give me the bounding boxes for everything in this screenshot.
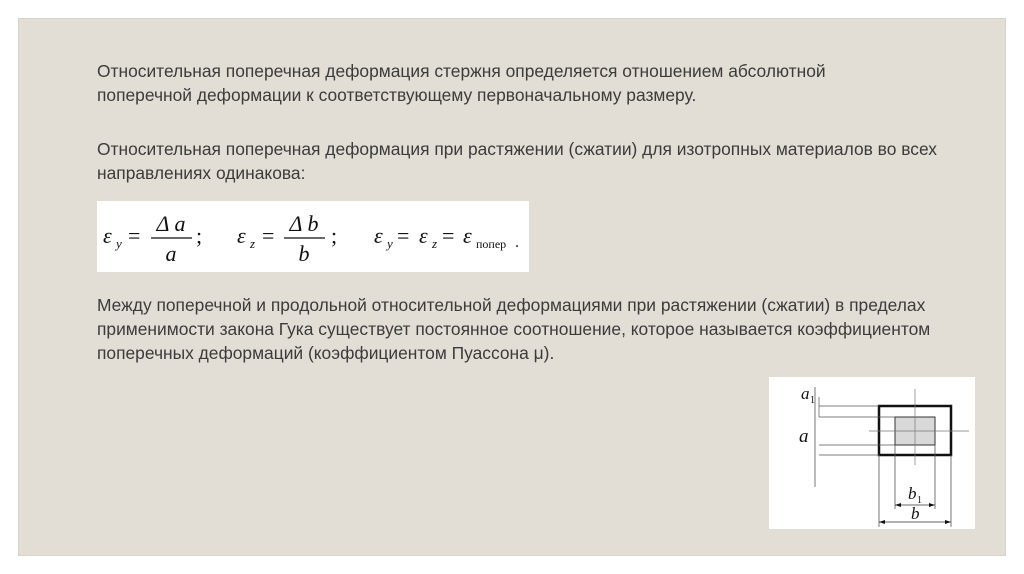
formula1-subscript: y: [116, 236, 122, 251]
formula3-subscript-z: z: [432, 236, 438, 251]
formula1-epsilon: ε: [103, 223, 112, 248]
formula1-denominator: a: [165, 241, 177, 266]
label-b: b: [911, 504, 920, 523]
formula2-numerator: Δ b: [289, 211, 319, 236]
formula3-epsilon-z: ε: [419, 223, 428, 248]
formula3-subscript-y: y: [387, 236, 393, 251]
slide: [18, 18, 1006, 556]
formula2-epsilon: ε: [237, 223, 246, 248]
formula2-equals: =: [262, 223, 275, 248]
formula2-subscript: z: [250, 236, 256, 251]
formula3-equals-1: =: [397, 223, 410, 248]
formula3-equals-2: =: [442, 223, 455, 248]
formula1-separator: ;: [196, 223, 203, 248]
formula3-period: .: [515, 234, 519, 251]
formula3-epsilon-transverse: ε: [463, 223, 472, 248]
label-a1: a: [801, 384, 810, 403]
label-a: a: [799, 426, 809, 447]
formula2-denominator: b: [298, 241, 310, 266]
paragraph-transverse-strain-definition: Относительная поперечная деформация стержня определяется отношением абсолютной поперечной деформации к соответствующему первоначальному размеру.: [97, 61, 826, 105]
label-a1-subscript: 1: [810, 395, 815, 406]
deformation-diagram: [769, 377, 975, 529]
formula3-epsilon-y: ε: [374, 223, 383, 248]
formula2-separator: ;: [331, 223, 338, 248]
paragraph-poisson-ratio: Между поперечной и продольной относительной деформациями при растяжении (сжатии) в пределах применимости закона Гука существует постоянное соотношение, которое называется коэффициентом поперечных деформаций (коэффициентом Пуассона μ).: [97, 295, 931, 363]
formula3-subscript-transverse: попер: [476, 237, 507, 251]
paragraph-isotropic-materials: Относительная поперечная деформация при растяжении (сжатии) для изотропных материалов во всех направлениях одинакова:: [97, 139, 937, 183]
formula1-equals: =: [128, 223, 141, 248]
formula1-numerator: Δ a: [156, 211, 186, 236]
label-b1-subscript: 1: [917, 495, 922, 506]
label-b1: b: [908, 484, 917, 503]
formula-image: [97, 201, 529, 272]
